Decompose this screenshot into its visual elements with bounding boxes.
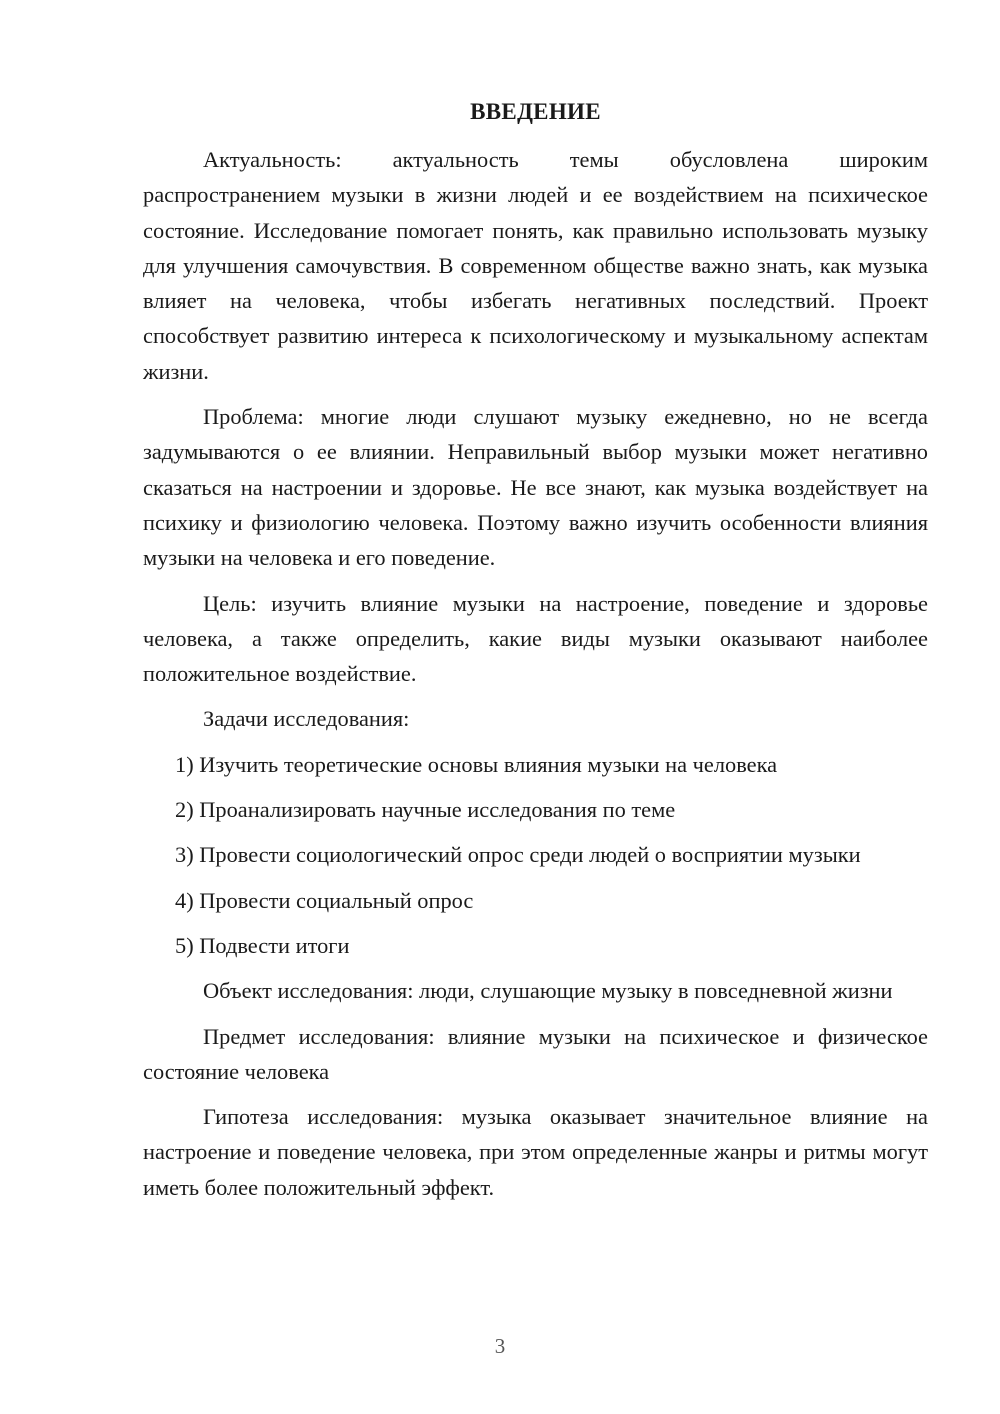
tasks-heading: Задачи исследования: bbox=[203, 706, 410, 732]
page-number: 3 bbox=[494, 1334, 506, 1358]
task-item: 5) Подвести итоги bbox=[175, 932, 350, 958]
section-title: ВВЕДЕНИЕ bbox=[470, 99, 601, 124]
document-page bbox=[143, 94, 928, 1215]
object-paragraph: Объект исследования: люди, слушающие музыку в повседневной жизни bbox=[203, 978, 893, 1004]
goal-paragraph: Цель: изучить влияние музыки на настроение, поведение и здоровье человека, а также определить, какие виды музыки оказывают наиболее положительное воздействие. bbox=[143, 590, 928, 687]
task-item: 4) Провести социальный опрос bbox=[175, 887, 474, 913]
hypothesis-paragraph: Гипотеза исследования: музыка оказывает значительное влияние на настроение и поведение человека, при этом определенные жанры и ритмы могут иметь более положительный эффект. bbox=[143, 1104, 928, 1200]
task-item: 3) Провести социологический опрос среди людей о восприятии музыки bbox=[175, 842, 861, 868]
task-item: 2) Проанализировать научные исследования по теме bbox=[175, 797, 676, 823]
relevance-paragraph: Актуальность: актуальность темы обусловлена широким распространением музыки в жизни людей и ее воздействием на психическое состояние. Исследование помогает понять, как правильно использовать музыку для улучшения самочувствия. В современном обществе важно знать, как музыка влияет на человека, чтобы избегать негативных последствий. Проект способствует развитию интереса к психологическому и музыкальному аспектам жизни. bbox=[143, 147, 928, 384]
tasks-list bbox=[143, 747, 928, 963]
task-item: 1) Изучить теоретические основы влияния музыки на человека bbox=[175, 751, 778, 777]
problem-paragraph: Проблема: многие люди слушают музыку ежедневно, но не всегда задумываются о ее влиянии. Неправильный выбор музыки может негативно сказаться на настроении и здоровье. Не все знают, как музыка воздействует на психику и физиологию человека. Поэтому важно изучить особенности влияния музыки на человека и его поведение. bbox=[143, 404, 928, 571]
subject-paragraph: Предмет исследования: влияние музыки на психическое и физическое состояние человека bbox=[143, 1023, 928, 1084]
